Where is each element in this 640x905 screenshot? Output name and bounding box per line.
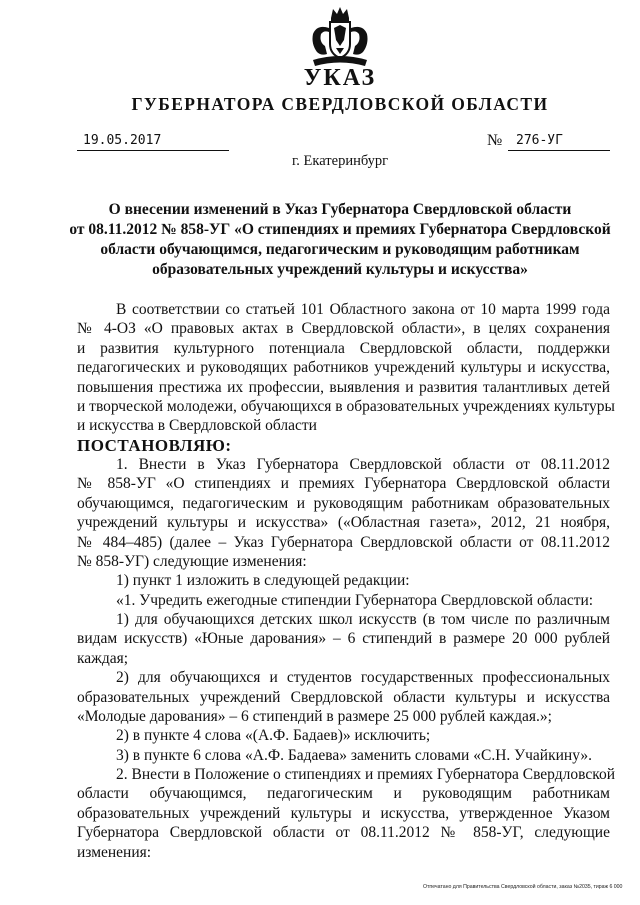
body-line: «1. Учредить ежегодные стипендии Губернатора Свердловской области: (116, 591, 594, 609)
body-line: 2) в пункте 4 слова «(А.Ф. Бадаев)» исключить; (116, 727, 431, 745)
body-line: № 4-ОЗ «О правовых актах в Свердловской области», в целях сохранения (77, 320, 610, 338)
heading-line: области обучающимся, педагогическим и руководящим работникам (100, 241, 580, 258)
heading-line: от 08.11.2012 № 858-УГ «О стипендиях и премиях Губернатора Свердловской (69, 221, 611, 238)
body-line: и развития культурного потенциала Свердловской области, поддержки (77, 339, 610, 357)
body-line: и творческой молодежи, обучающихся в образовательных учреждениях культуры (77, 397, 615, 415)
body-line: каждая; (77, 649, 129, 667)
decree-heading (40, 200, 640, 280)
body-line: № 484–485) (далее – Указ Губернатора Свердловской области от 08.11.2012 (77, 533, 610, 551)
body-line: образовательных учреждений культуры и искусства, утвержденное Указом (77, 804, 610, 822)
body-line: 1) для обучающихся детских школ искусств (в том числе по различным (116, 611, 610, 628)
body-line: учреждений культуры и искусства» («Областная газета», 2012, 21 ноября, (77, 514, 610, 532)
body-line: «Молодые дарования» – 6 стипендий в размере 25 000 рублей каждая.»; (77, 707, 552, 725)
decree-body (77, 300, 615, 862)
body-line: видам искусств) «Юные дарования» – 6 стипендий в размере 20 000 рублей (77, 630, 610, 648)
heading-line: образовательных учреждений культуры и искусства» (152, 261, 528, 278)
body-line: 2. Внести в Положение о стипендиях и премиях Губернатора Свердловской (116, 766, 615, 783)
decree-issuer: ГУБЕРНАТОРА СВЕРДЛОВСКОЙ ОБЛАСТИ (131, 94, 549, 114)
body-line: обучающимся, педагогическим и руководящим работникам образовательных (77, 494, 610, 512)
body-line: 1. Внести в Указ Губернатора Свердловской области от 08.11.2012 (116, 456, 610, 473)
body-line: Губернатора Свердловской области от 08.11.2012 № 858-УГ, следующие (77, 824, 610, 842)
body-line: и искусства в Свердловской области (77, 417, 317, 435)
number-sign: № (487, 132, 503, 149)
body-line: 1) пункт 1 изложить в следующей редакции: (116, 572, 410, 590)
body-line: области обучающимся, педагогическим и руководящим работникам (77, 785, 610, 803)
body-line: 3) в пункте 6 слова «А.Ф. Бадаева» заменить словами «С.Н. Учайкину». (116, 746, 592, 764)
body-line: № 858-УГ «О стипендиях и премиях Губернатора Свердловской области (77, 475, 610, 493)
body-line: изменения: (77, 843, 152, 861)
body-line: повышения престижа их профессии, выявления и развития талантливых детей (77, 378, 610, 396)
decree-resolution: ПОСТАНОВЛЯЮ: (77, 435, 232, 455)
body-line: педагогических и руководящих работников учреждений культуры и искусства, (77, 359, 610, 377)
decree-title: УКАЗ (303, 65, 377, 91)
heading-line: О внесении изменений в Указ Губернатора Свердловской области (108, 201, 572, 218)
coat-of-arms-icon (303, 6, 377, 70)
print-note: Отпечатано для Правительства Свердловской области, заказ №2035, тираж 6 000 (423, 884, 623, 890)
body-line: № 858-УГ) следующие изменения: (77, 552, 307, 570)
body-line: 2) для обучающихся и студентов государственных профессиональных (116, 669, 610, 687)
body-line: В соответствии со статьей 101 Областного закона от 10 марта 1999 года (116, 301, 610, 318)
body-line: образовательных учреждений Свердловской области культуры и искусства (77, 688, 610, 706)
decree-number: 276-УГ (508, 134, 610, 151)
decree-date: 19.05.2017 (77, 134, 229, 151)
city: г. Екатеринбург (292, 153, 389, 169)
